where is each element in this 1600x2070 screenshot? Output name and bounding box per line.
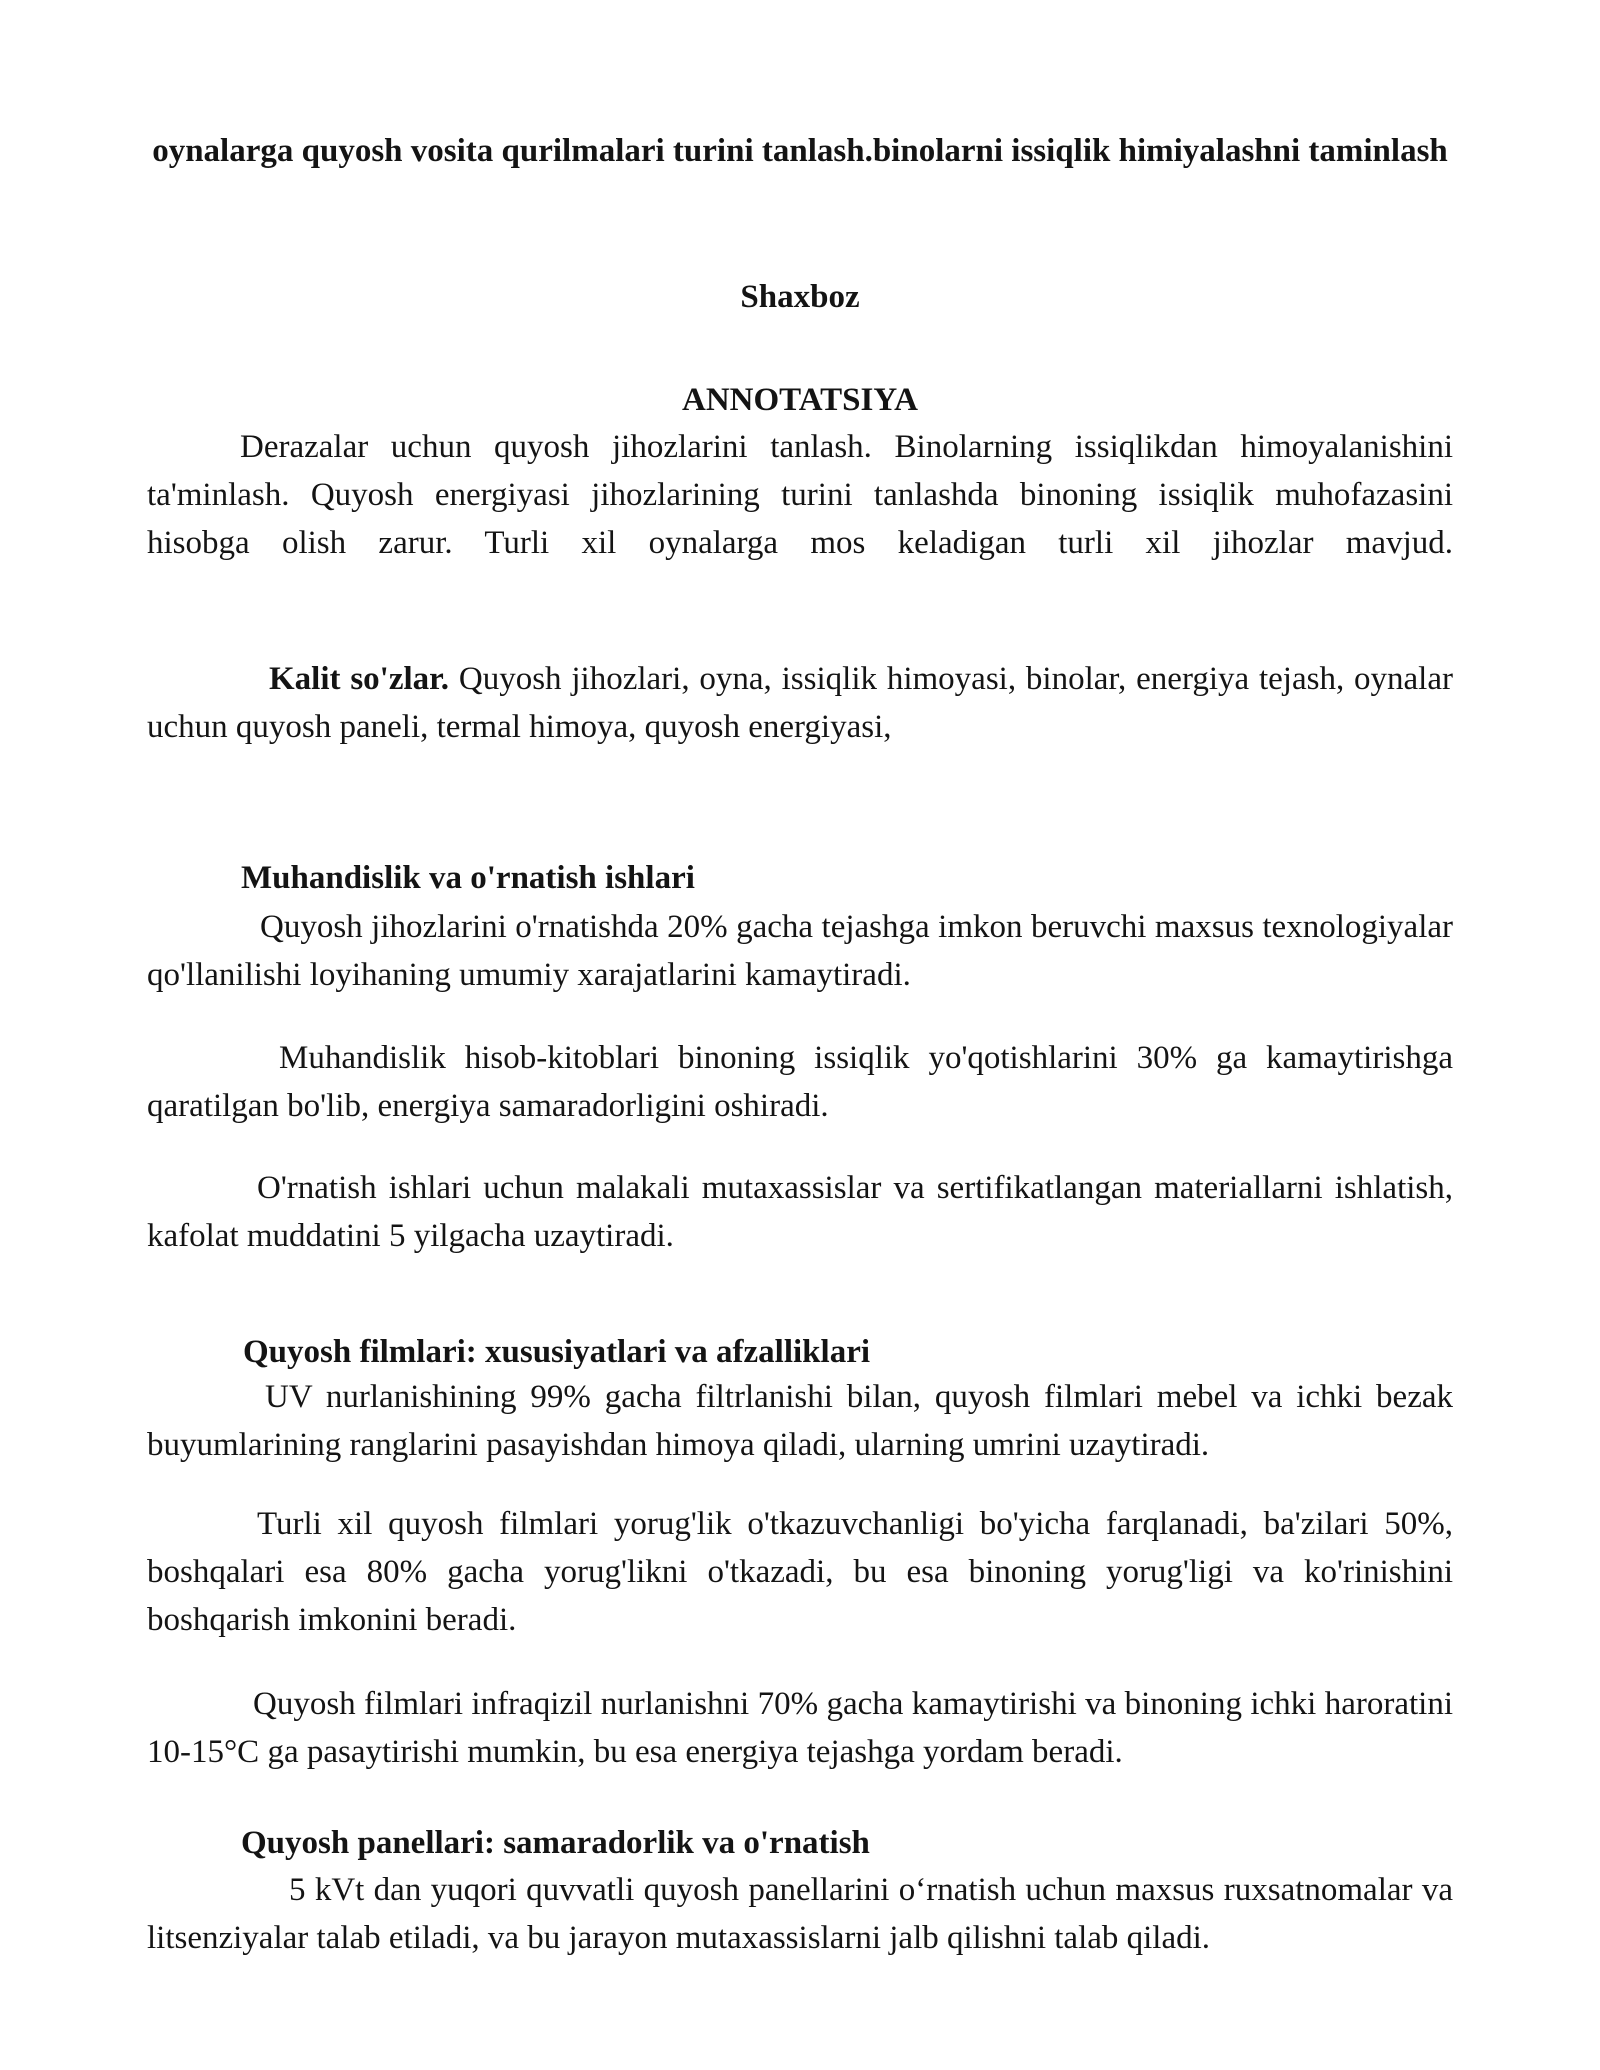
keywords-text: Quyosh jihozlari, oyna, issiqlik himoyasi, binolar, energiya tejash, oynalar uchun quyosh paneli, termal himoya, quyosh energiyasi,: [147, 661, 1453, 745]
section2-paragraph-1: UV nurlanishining 99% gacha filtrlanishi bilan, quyosh filmlari mebel va ichki bezak buyumlarining ranglarini pasayishdan himoya qiladi, ularning umrini uzaytiradi.: [147, 1379, 1453, 1463]
section1-paragraph-2: Muhandislik hisob-kitoblari binoning issiqlik yo'qotishlarini 30% ga kamaytirishga qaratilgan bo'lib, energiya samaradorligini oshiradi.: [147, 1040, 1453, 1124]
document-author: Shaxboz: [740, 279, 860, 315]
section2-paragraph-2: Turli xil quyosh filmlari yorug'lik o'tkazuvchanligi bo'yicha farqlanadi, ba'zilari 50%, boshqalari esa 80% gacha yorug'likni o'tkazadi, bu esa binoning yorug'ligi va ko'rinishini boshqarish imkonini beradi.: [147, 1506, 1453, 1638]
keywords-label: Kalit so'zlar.: [269, 661, 450, 697]
section-heading-engineering: Muhandislik va o'rnatish ishlari: [241, 860, 695, 896]
section2-paragraph-3: Quyosh filmlari infraqizil nurlanishni 70% gacha kamaytirishi va binoning ichki haroratini 10-15°C ga pasaytirishi mumkin, bu esa energiya tejashga yordam beradi.: [147, 1686, 1453, 1770]
section1-paragraph-3: O'rnatish ishlari uchun malakali mutaxassislar va sertifikatlangan materiallarni ishlatish, kafolat muddatini 5 yilgacha uzaytiradi.: [147, 1170, 1453, 1254]
annotation-heading: ANNOTATSIYA: [682, 382, 918, 418]
section1-paragraph-1: Quyosh jihozlarini o'rnatishda 20% gacha tejashga imkon beruvchi maxsus texnologiyalar qo'llanilishi loyihaning umumiy xarajatlarini kamaytiradi.: [147, 909, 1453, 993]
section-heading-solar-films: Quyosh filmlari: xususiyatlari va afzalliklari: [243, 1334, 871, 1370]
annotation-text: Derazalar uchun quyosh jihozlarini tanlash. Binolarning issiqlikdan himoyalanishini ta'minlash. Quyosh energiyasi jihozlarining turini tanlashda binoning issiqlik muhofazasini hisobga olish zarur. Turli xil oynalarga mos keladigan turli xil jihozlar mavjud.: [147, 429, 1453, 561]
section3-paragraph-1: 5 kVt dan yuqori quvvatli quyosh panellarini o‘rnatish uchun maxsus ruxsatnomalar va litsenziyalar talab etiladi, va bu jarayon mutaxassislarni jalb qilishni talab qiladi.: [147, 1872, 1453, 1956]
document-title: oynalarga quyosh vosita qurilmalari turini tanlash.binolarni issiqlik himiyalashni taminlash: [152, 133, 1448, 169]
keywords-paragraph: [147, 655, 1453, 751]
section-heading-solar-panels: Quyosh panellari: samaradorlik va o'rnatish: [241, 1825, 870, 1861]
